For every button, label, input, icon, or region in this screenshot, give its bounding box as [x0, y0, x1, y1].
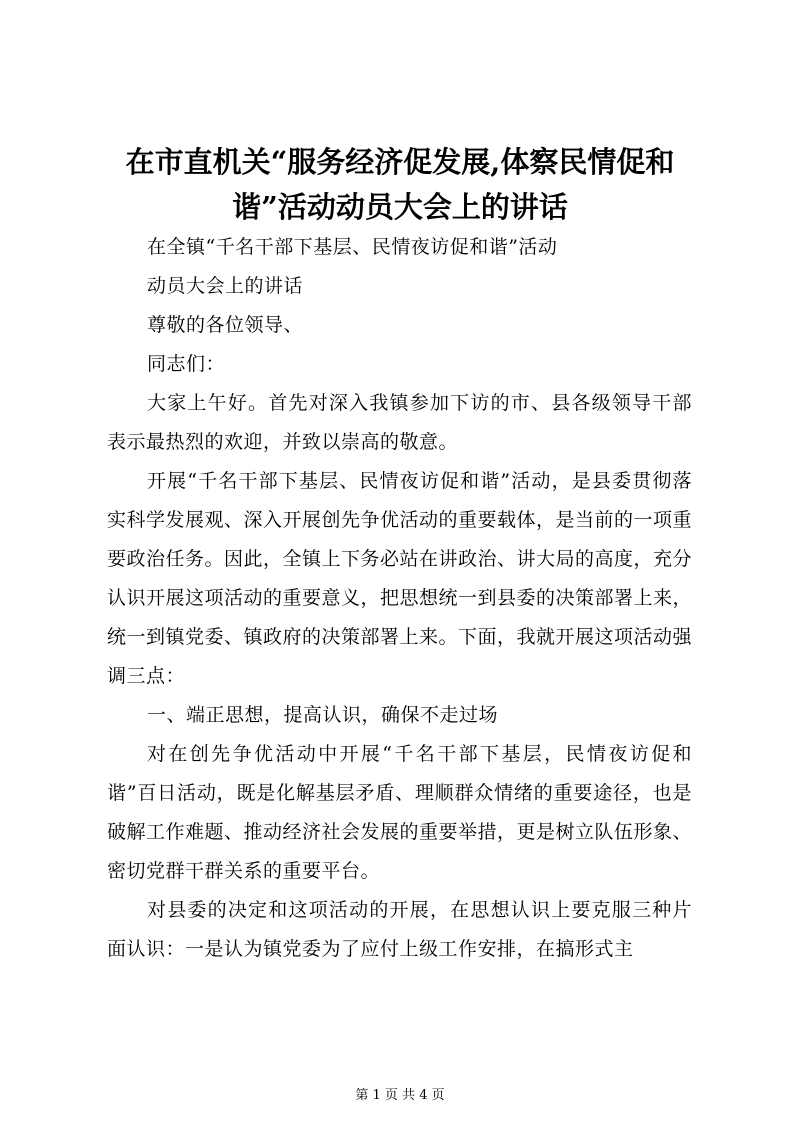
paragraph: 对县委的决定和这项活动的开展，在思想认识上要克服三种片面认识：一是认为镇党委为了应付上级工作安排，在搞形式主 [107, 899, 692, 960]
paragraph: 动员大会上的讲话 [147, 275, 304, 297]
paragraph: 同志们： [147, 353, 226, 375]
title-line-2: 谐”活动动员大会上的讲话 [232, 190, 568, 224]
document-title [80, 140, 720, 230]
paragraph: 开展“千名干部下基层、民情夜访促和谐”活动，是县委贯彻落实科学发展观、深入开展创先争优活动的重要载体，是当前的一项重要政治任务。因此，全镇上下务必站在讲政治、讲大局的高度，充分认识开展这项活动的重要意义，把思想统一到县委的决策部署上来，统一到镇党委、镇政府的决策部署上来。下面，我就开展这项活动强调三点： [107, 470, 693, 687]
title-line-1: 在市直机关“服务经济促发展,体察民情促和 [125, 145, 675, 179]
paragraph: 尊敬的各位领导、 [147, 314, 304, 336]
paragraph: 对在创先争优活动中开展“千名干部下基层，民情夜访促和谐”百日活动，既是化解基层矛盾、理顺群众情绪的重要途径，也是破解工作难题、推动经济社会发展的重要举措，更是树立队伍形象、密切党群干群关系的重要平台。 [107, 743, 693, 882]
paragraph: 在全镇“千名干部下基层、民情夜访促和谐”活动 [147, 236, 558, 258]
section-heading: 一、端正思想，提高认识，确保不走过场 [147, 704, 499, 726]
document-body [107, 228, 692, 969]
paragraph: 大家上午好。首先对深入我镇参加下访的市、县各级领导干部表示最热烈的欢迎，并致以崇高的敬意。 [107, 392, 692, 453]
page-footer: 第 1 页 共 4 页 [355, 1088, 445, 1103]
